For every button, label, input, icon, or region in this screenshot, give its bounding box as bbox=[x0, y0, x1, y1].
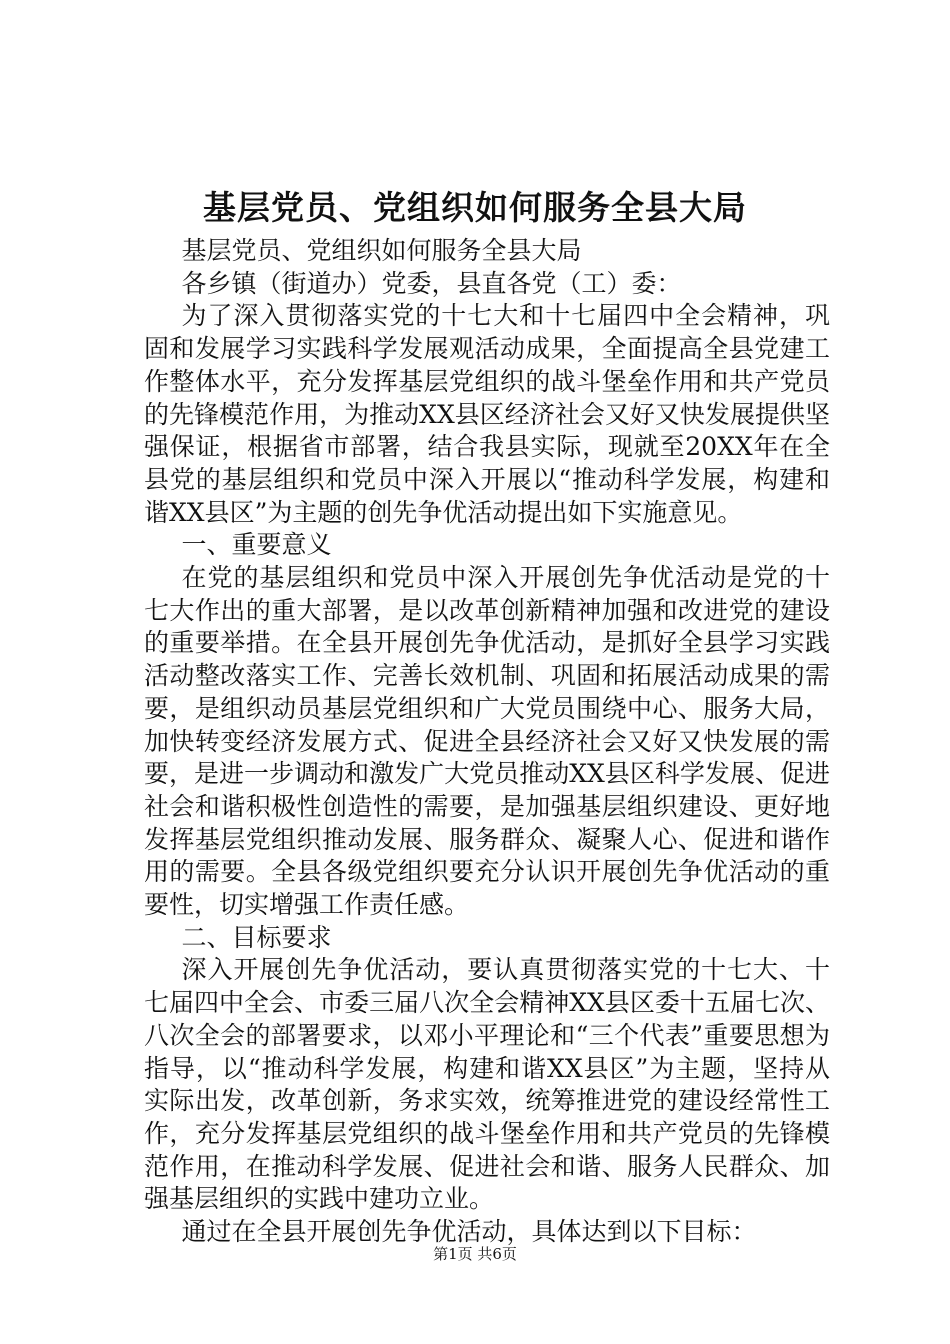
salutation-paragraph: 各乡镇（街道办）党委，县直各党（工）委： bbox=[181, 268, 682, 298]
goals-lead-paragraph: 通过在全县开展创先争优活动，具体达到以下目标： bbox=[181, 1217, 757, 1247]
subtitle-paragraph: 基层党员、党组织如何服务全县大局 bbox=[181, 236, 582, 265]
section-1-paragraph: 在党的基层组织和党员中深入开展创先争优活动是党的十七大作出的重大部署，是以改革创新精神加强和改进党的建设的重要举措。在全县开展创先争优活动，是抓好全县学习实践活动整改落实工作、完善长效机制、巩固和拓展活动成果的需要，是组织动员基层党组织和广大党员围绕中心、服务大局，加快转变经济发展方式、促进全县经济社会又好又快发展的需要，是进一步调动和激发广大党员推动XX县区科学发展、促进社会和谐积极性创造性的需要，是加强基层组织建设、更好地发挥基层党组织推动发展、服务群众、凝聚人心、促进和谐作用的需要。全县各级党组织要充分认识开展创先争优活动的重要性，切实增强工作责任感。 bbox=[144, 563, 830, 920]
intro-paragraph: 为了深入贯彻落实党的十七大和十七届四中全会精神，巩固和发展学习实践科学发展观活动成果，全面提高全县党建工作整体水平，充分发挥基层党组织的战斗堡垒作用和共产党员的先锋模范作用，为推动XX县区经济社会又好又快发展提供坚强保证，根据省市部署，结合我县实际，现就至20XX年在全县党的基层组织和党员中深入开展以“推动科学发展，构建和谐XX县区”为主题的创先争优活动提出如下实施意见。 bbox=[144, 301, 830, 527]
document-body bbox=[144, 235, 830, 1249]
document-title: 基层党员、党组织如何服务全县大局 bbox=[203, 188, 747, 227]
section-heading-2: 二、目标要求 bbox=[181, 922, 332, 952]
section-2-paragraph: 深入开展创先争优活动，要认真贯彻落实党的十七大、十七届四中全会、市委三届八次全会精神XX县区委十五届七次、八次全会的部署要求，以邓小平理论和“三个代表”重要思想为指导，以“推动科学发展，构建和谐XX县区”为主题，坚持从实际出发，改革创新，务求实效，统筹推进党的建设经常性工作，充分发挥基层党组织的战斗堡垒作用和共产党员的先锋模范作用，在推动科学发展、促进社会和谐、服务人民群众、加强基层组织的实践中建功立业。 bbox=[144, 955, 830, 1214]
section-heading-1: 一、重要意义 bbox=[181, 530, 332, 560]
page-footer: 第1页 共6页 bbox=[433, 1245, 517, 1263]
